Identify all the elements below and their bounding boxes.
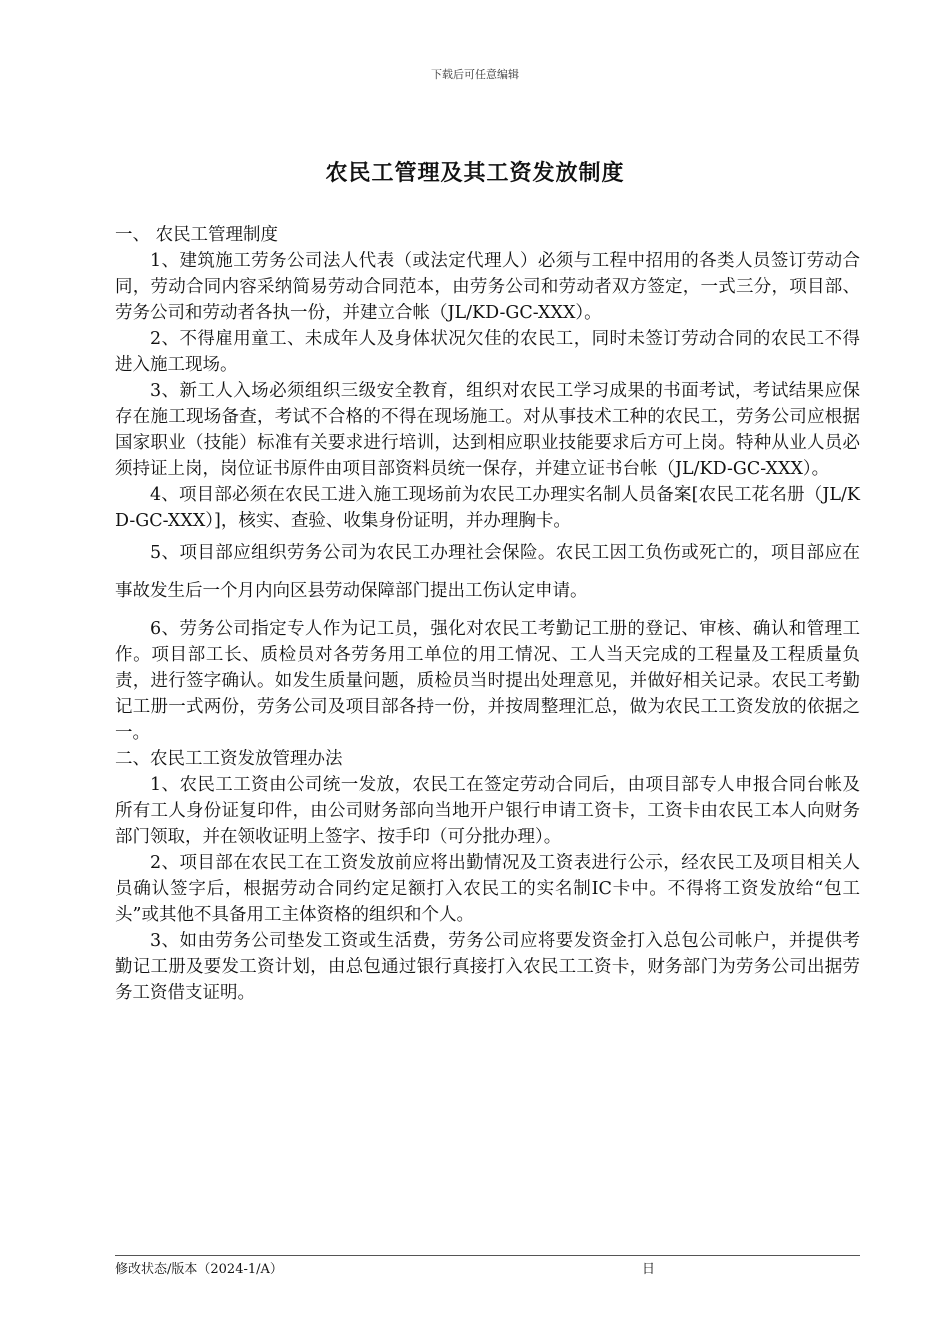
paragraph-2-2: 2、项目部在农民工在工资发放前应将出勤情况及工资表进行公示，经农民工及项目相关人员确认签字后，根据劳动合同约定足额打入农民工的实名制IC卡中。不得将工资发放给“包工头”或其他不具备用工主体资格的组织和个人。 [115,853,860,925]
paragraph-1-3: 3、新工人入场必须组织三级安全教育，组织对农民工学习成果的书面考试，考试结果应保存在施工现场备查，考试不合格的不得在现场施工。对从事技术工种的农民工，劳务公司应根据国家职业（技能）标准有关要求进行培训，达到相应职业技能要求后方可上岗。特种从业人员必须持证上岗，岗位证书原件由项目部资料员统一保存，并建立证书台帐（JL/KD-GC-XXX）。 [115,381,860,479]
section-heading-1: 一、 农民工管理制度 [115,225,279,245]
paragraph-1-6: 6、劳务公司指定专人作为记工员，强化对农民工考勤记工册的登记、审核、确认和管理工作。项目部工长、质检员对各劳务用工单位的用工情况、工人当天完成的工程量及工程质量负责，进行签字确认。如发生质量问题，质检员当时提出处理意见，并做好相关记录。农民工考勤记工册一式两份，劳务公司及项目部各持一份，并按周整理汇总，做为农民工工资发放的依据之一。 [115,619,860,743]
document-title: 农民工管理及其工资发放制度 [325,160,625,186]
header-note: 下载后可任意编辑 [431,68,519,81]
paragraph-2-1: 1、农民工工资由公司统一发放，农民工在签定劳动合同后，由项目部专人申报合同台帐及所有工人身份证复印件，由公司财务部向当地开户银行申请工资卡，工资卡由农民工本人向财务部门领取，并在领收证明上签字、按手印（可分批办理）。 [115,775,860,847]
footer-revision: 修改状态/版本（2024-1/A） [115,1262,283,1277]
document-body [115,222,860,1006]
paragraph-1-5: 5、项目部应组织劳务公司为农民工办理社会保险。农民工因工负伤或死亡的，项目部应在事故发生后一个月内向区县劳动保障部门提出工伤认定申请。 [115,543,860,601]
section-heading-2: 二、农民工工资发放管理办法 [115,749,343,769]
footer-divider [115,1255,860,1256]
footer-date-label: 日 [642,1262,656,1277]
paragraph-2-3: 3、如由劳务公司垫发工资或生活费，劳务公司应将要发资金打入总包公司帐户，并提供考勤记工册及要发工资计划，由总包通过银行真接打入农民工工资卡，财务部门为劳务公司出据劳务工资借支证明。 [115,931,860,1003]
paragraph-1-1: 1、建筑施工劳务公司法人代表（或法定代理人）必须与工程中招用的各类人员签订劳动合同，劳动合同内容采纳简易劳动合同范本，由劳务公司和劳动者双方签定，一式三分，项目部、劳务公司和劳动者各执一份，并建立合帐（JL/KD-GC-XXX）。 [115,251,860,323]
paragraph-1-4: 4、项目部必须在农民工进入施工现场前为农民工办理实名制人员备案[农民工花名册（JL/KD-GC-XXX）]，核实、查验、收集身份证明，并办理胸卡。 [115,485,860,531]
paragraph-1-2: 2、不得雇用童工、未成年人及身体状况欠佳的农民工，同时未签订劳动合同的农民工不得进入施工现场。 [115,329,860,375]
